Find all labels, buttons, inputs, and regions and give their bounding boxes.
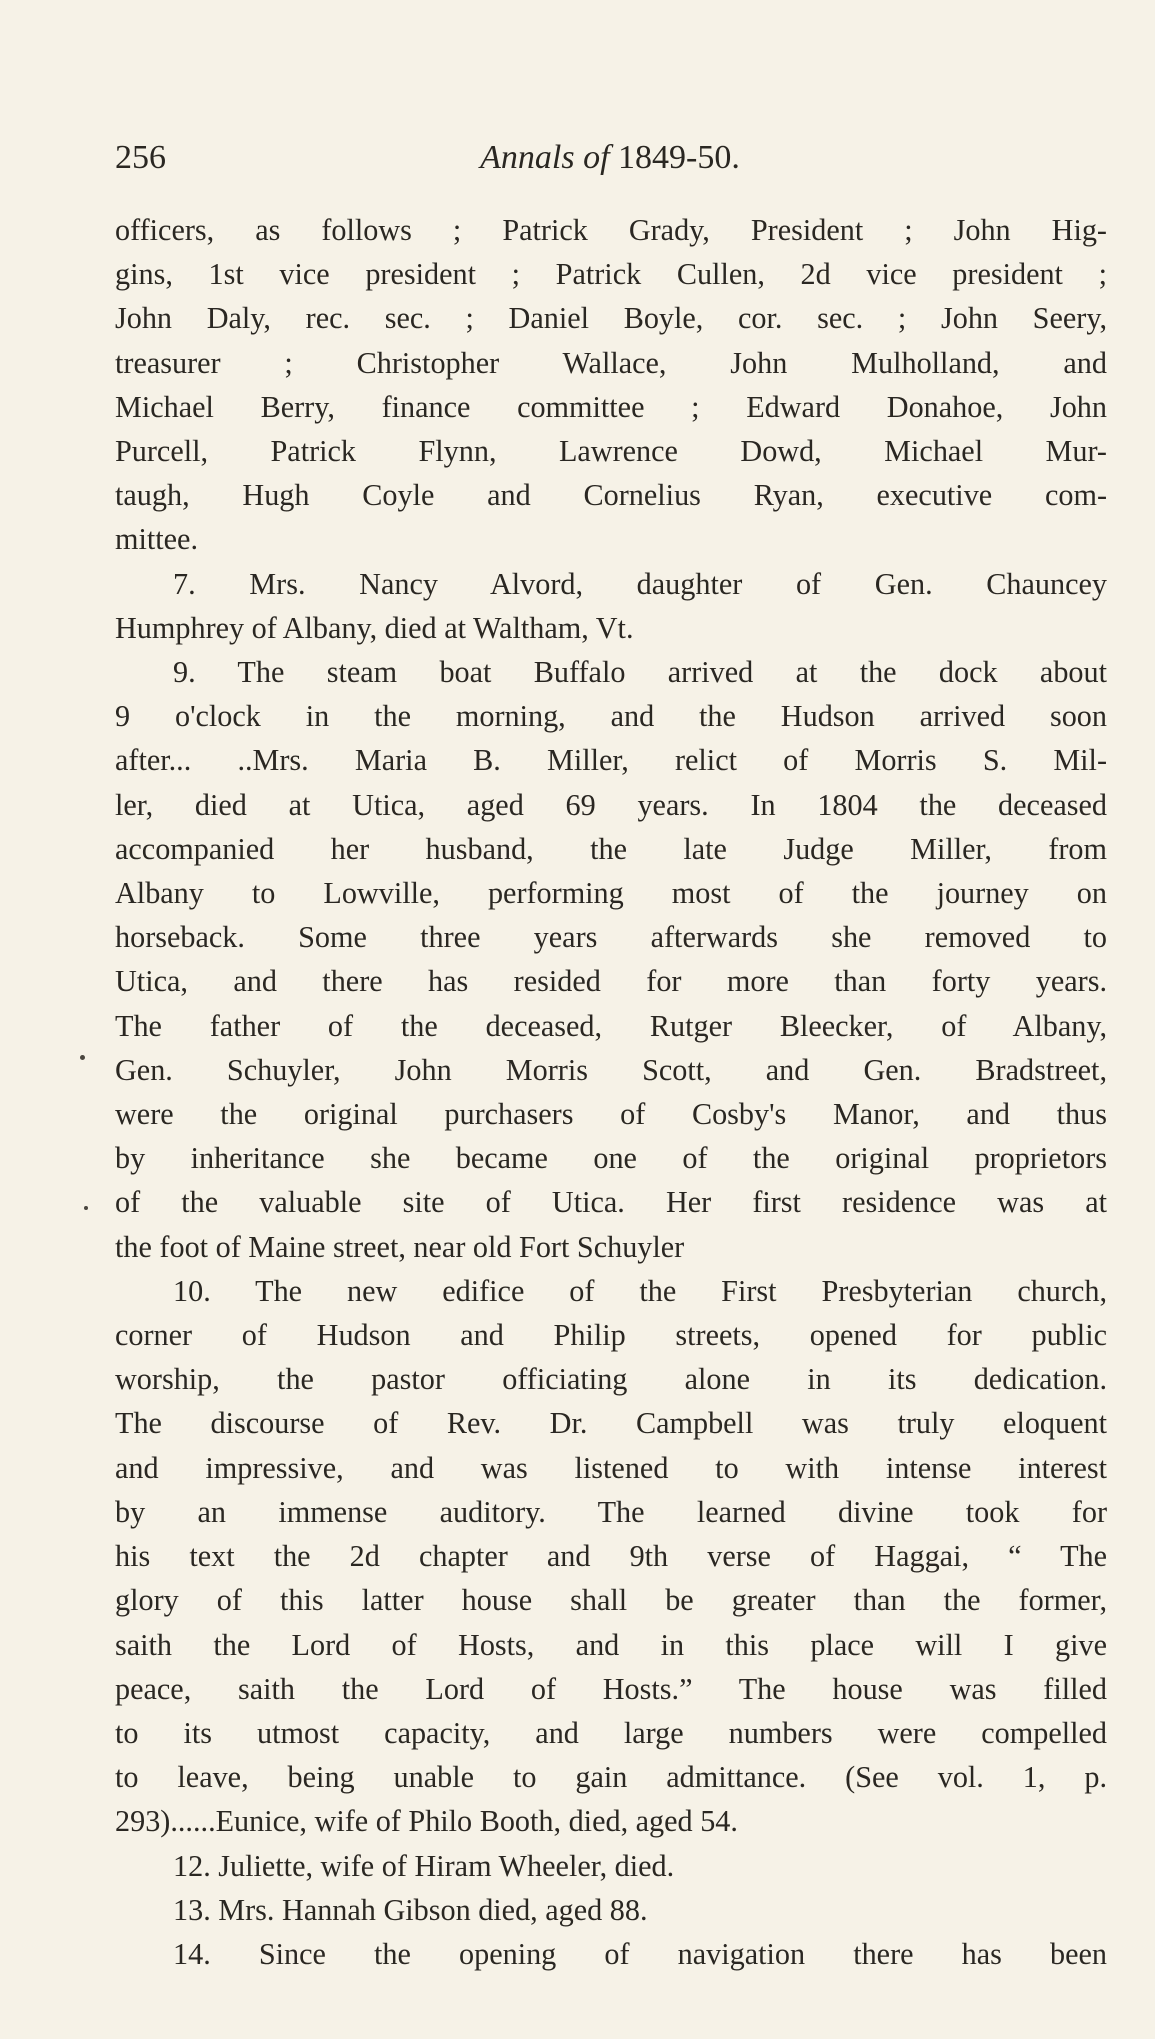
paragraph: [115, 562, 1107, 650]
text-line: mittee.: [115, 522, 198, 557]
paragraph: [115, 208, 1107, 562]
paragraph: [115, 1932, 1107, 1976]
text-line: of the valuable site of Utica. Her first residence was at: [115, 1185, 1107, 1220]
text-line: his text the 2d chapter and 9th verse of Haggai, “ The: [115, 1539, 1107, 1574]
text-line: were the original purchasers of Cosby's Manor, and thus: [115, 1097, 1107, 1132]
running-title-year: 1849-50.: [618, 139, 740, 176]
paragraph: [115, 1269, 1107, 1844]
text-line: Humphrey of Albany, died at Waltham, Vt.: [115, 610, 634, 645]
text-line: ler, died at Utica, aged 69 years. In 1804 the deceased: [115, 787, 1107, 822]
text-line: The father of the deceased, Rutger Bleecker, of Albany,: [115, 1008, 1107, 1043]
body-text: [115, 208, 1107, 1976]
print-speck: [80, 1055, 85, 1060]
text-line: glory of this latter house shall be greater than the former,: [115, 1583, 1107, 1618]
text-line: accompanied her husband, the late Judge Miller, from: [115, 831, 1107, 866]
text-line: John Daly, rec. sec. ; Daniel Boyle, cor. sec. ; John Seery,: [115, 301, 1107, 336]
text-line: 14. Since the opening of navigation there has been: [173, 1936, 1107, 1971]
text-line: Purcell, Patrick Flynn, Lawrence Dowd, Michael Mur-: [115, 434, 1107, 469]
text-line: officers, as follows ; Patrick Grady, President ; John Hig-: [115, 213, 1107, 247]
text-line: after... ..Mrs. Maria B. Miller, relict of Morris S. Mil-: [115, 743, 1107, 778]
print-speck: [84, 1206, 88, 1210]
text-line: Albany to Lowville, performing most of the journey on: [115, 876, 1107, 911]
text-line: 9. The steam boat Buffalo arrived at the dock about: [173, 655, 1107, 690]
text-line: Gen. Schuyler, John Morris Scott, and Gen. Bradstreet,: [115, 1052, 1107, 1087]
text-line: by inheritance she became one of the original proprietors: [115, 1141, 1107, 1176]
text-line: and impressive, and was listened to with intense interest: [115, 1450, 1107, 1485]
text-line: peace, saith the Lord of Hosts.” The house was filled: [115, 1671, 1107, 1706]
text-line: to leave, being unable to gain admittance. (See vol. 1, p.: [115, 1760, 1107, 1795]
text-line: gins, 1st vice president ; Patrick Cullen, 2d vice president ;: [115, 257, 1107, 292]
text-line: the foot of Maine street, near old Fort Schuyler: [115, 1229, 685, 1264]
text-line: to its utmost capacity, and large numbers were compelled: [115, 1715, 1107, 1750]
text-line: Michael Berry, finance committee ; Edward Donahoe, John: [115, 389, 1107, 424]
text-line: 10. The new edifice of the First Presbyterian church,: [173, 1273, 1107, 1308]
text-line: worship, the pastor officiating alone in its dedication.: [115, 1362, 1107, 1397]
text-line: 293)......Eunice, wife of Philo Booth, died, aged 54.: [115, 1804, 738, 1839]
text-line: Utica, and there has resided for more than forty years.: [115, 964, 1107, 999]
text-line: saith the Lord of Hosts, and in this place will I give: [115, 1627, 1107, 1662]
text-line: taugh, Hugh Coyle and Cornelius Ryan, executive com-: [115, 478, 1107, 513]
paragraph: [115, 1844, 1107, 1888]
text-line: horseback. Some three years afterwards she removed to: [115, 920, 1107, 955]
paragraph: [115, 650, 1107, 1269]
text-line: 12. Juliette, wife of Hiram Wheeler, died.: [173, 1848, 675, 1883]
running-title: [115, 133, 1105, 183]
text-line: 13. Mrs. Hannah Gibson died, aged 88.: [173, 1892, 648, 1927]
page-number: 256: [115, 139, 166, 176]
running-header: [115, 133, 1105, 183]
text-line: by an immense auditory. The learned divine took for: [115, 1494, 1107, 1529]
text-line: 7. Mrs. Nancy Alvord, daughter of Gen. Chauncey: [173, 566, 1107, 601]
running-title-italic: Annals of: [480, 139, 610, 176]
text-line: corner of Hudson and Philip streets, opened for public: [115, 1318, 1107, 1353]
text-line: treasurer ; Christopher Wallace, John Mulholland, and: [115, 345, 1107, 380]
paragraph: [115, 1888, 1107, 1932]
text-line: The discourse of Rev. Dr. Campbell was truly eloquent: [115, 1406, 1107, 1441]
text-line: 9 o'clock in the morning, and the Hudson arrived soon: [115, 699, 1107, 734]
